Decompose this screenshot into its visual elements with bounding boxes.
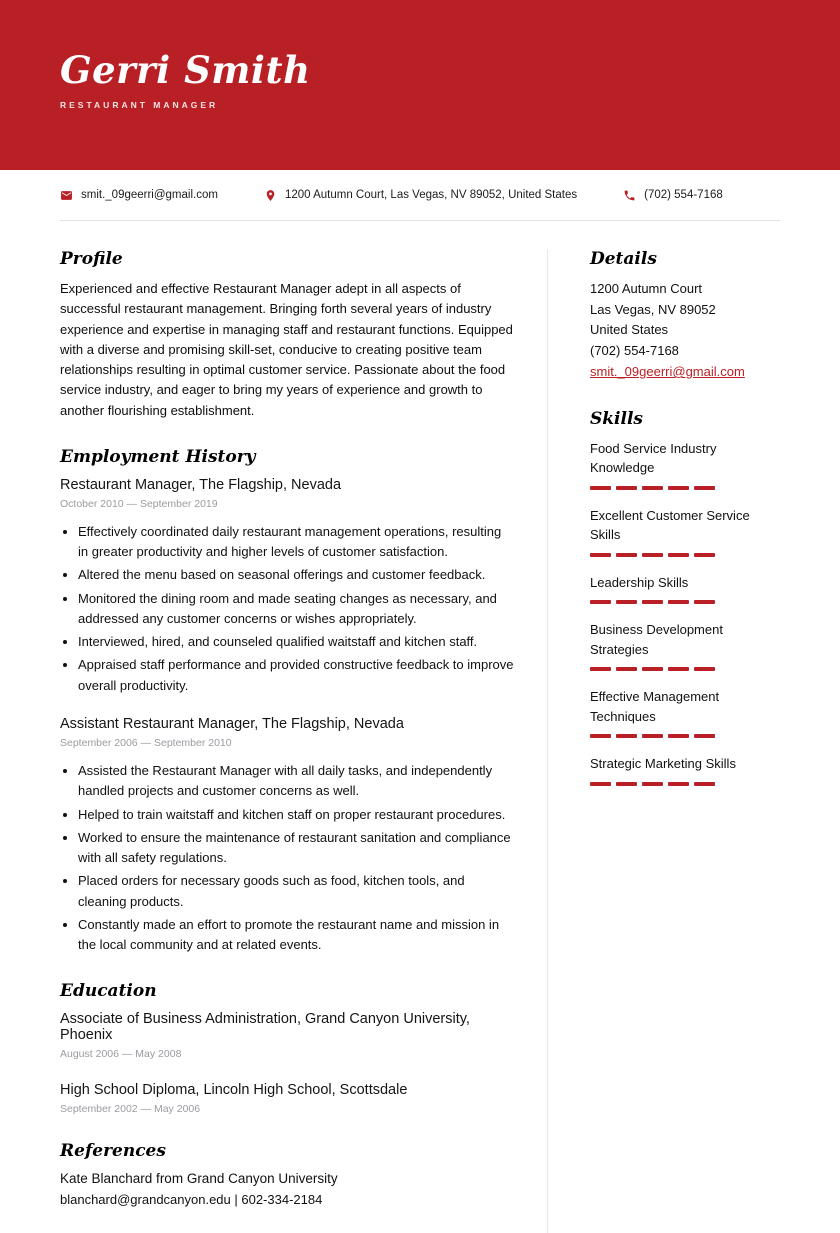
skill-level-bar: [590, 734, 780, 738]
content: [0, 221, 840, 1233]
skill-level-dash: [616, 734, 637, 738]
skill-level-dash: [694, 600, 715, 604]
location-icon: [264, 189, 277, 202]
details-phone-line: (702) 554-7168: [590, 342, 679, 358]
contact-phone-text: (702) 554-7168: [644, 189, 723, 201]
skill-level-dash: [668, 600, 689, 604]
skill-level-dash: [642, 553, 663, 557]
bullet-item: • Altered the menu based on seasonal offerings and customer feedback.: [78, 565, 514, 585]
contact-phone: [623, 189, 723, 202]
details-heading: Details: [590, 249, 657, 269]
skill-label: Excellent Customer Service Skills: [590, 507, 750, 543]
details-country-line: United States: [590, 322, 669, 338]
bullet-item: • Appraised staff performance and provided constructive feedback to improve overall productivity.: [78, 655, 514, 696]
bullet-item: • Helped to train waitstaff and kitchen staff on proper restaurant procedures.: [78, 805, 514, 825]
education-entry: [60, 1082, 514, 1115]
main-column: [60, 249, 547, 1233]
skill-level-bar: [590, 600, 780, 604]
skill-level-dash: [616, 667, 637, 671]
skill-item: [590, 687, 780, 738]
candidate-name: Gerri Smith: [60, 48, 311, 92]
education-entry-title: High School Diploma, Lincoln High School, Scottsdale: [60, 1082, 408, 1099]
skill-level-bar: [590, 486, 780, 490]
bullet-item: • Monitored the dining room and made seating changes as necessary, and addressed any customer concerns or wishes appropriately.: [78, 589, 514, 630]
job-entry: [60, 716, 514, 955]
skill-item: [590, 439, 780, 490]
skill-level-dash: [616, 486, 637, 490]
phone-icon: [623, 189, 636, 202]
skill-level-bar: [590, 553, 780, 557]
job-entry-dates: October 2010 — September 2019: [60, 497, 218, 510]
skill-level-dash: [668, 486, 689, 490]
skill-level-dash: [590, 553, 611, 557]
profile-heading: Profile: [60, 249, 123, 269]
email-icon: [60, 189, 73, 202]
profile-section: [60, 249, 514, 421]
job-entry-title: Restaurant Manager, The Flagship, Nevada: [60, 476, 342, 493]
skill-level-dash: [694, 667, 715, 671]
contact-address-text: 1200 Autumn Court, Las Vegas, NV 89052, United States: [284, 189, 578, 201]
skill-level-dash: [642, 667, 663, 671]
sidebar: [547, 249, 780, 1233]
contact-email: [60, 189, 218, 202]
education-entry: [60, 1011, 514, 1060]
skill-level-dash: [668, 782, 689, 786]
skill-level-dash: [590, 486, 611, 490]
skill-label: Business Development Strategies: [590, 622, 723, 657]
skill-level-dash: [694, 734, 715, 738]
references-heading: References: [60, 1141, 166, 1162]
header: [0, 0, 840, 170]
skill-label: Leadership Skills: [590, 574, 689, 590]
bullet-item: • Interviewed, hired, and counseled qualified waitstaff and kitchen staff.: [78, 632, 514, 652]
skill-label: Food Service Industry Knowledge: [590, 440, 717, 476]
details-email-link[interactable]: smit._09geerri@gmail.com: [590, 364, 745, 380]
job-bullet-list: [60, 522, 514, 696]
skill-level-dash: [616, 553, 637, 557]
skill-level-bar: [590, 667, 780, 671]
skill-level-dash: [590, 734, 611, 738]
skills-section: [590, 409, 780, 786]
skill-level-dash: [668, 734, 689, 738]
education-heading: Education: [60, 981, 157, 1002]
skill-level-dash: [642, 600, 663, 604]
skill-level-dash: [590, 667, 611, 671]
employment-section: [60, 447, 514, 956]
job-bullet-list: [60, 761, 514, 955]
education-entry-dates: September 2002 — May 2006: [60, 1103, 201, 1116]
candidate-title: RESTAURANT MANAGER: [60, 99, 219, 110]
skill-level-dash: [694, 553, 715, 557]
reference-name: Kate Blanchard from Grand Canyon University: [60, 1171, 338, 1187]
details-city-line: Las Vegas, NV 89052: [590, 301, 716, 317]
references-section: [60, 1141, 514, 1207]
skill-item: [590, 754, 780, 786]
employment-heading: Employment History: [60, 446, 256, 467]
skills-heading: Skills: [590, 408, 644, 429]
education-entry-dates: August 2006 — May 2008: [60, 1048, 182, 1061]
education-entry-title: Associate of Business Administration, Grand Canyon University, Phoenix: [60, 1011, 470, 1044]
contact-address: [264, 189, 577, 202]
bullet-item: • Placed orders for necessary goods such as food, kitchen tools, and cleaning products.: [78, 871, 514, 912]
job-entry-dates: September 2006 — September 2010: [60, 736, 232, 749]
bullet-item: • Assisted the Restaurant Manager with all daily tasks, and independently handled projects and customer concerns as well.: [78, 761, 514, 802]
education-section: [60, 981, 514, 1115]
bullet-item: • Effectively coordinated daily restaurant management operations, resulting in greater productivity and higher levels of customer satisfaction.: [78, 522, 514, 563]
skill-label: Strategic Marketing Skills: [590, 756, 736, 772]
job-entry-title: Assistant Restaurant Manager, The Flagship, Nevada: [60, 715, 404, 732]
skill-level-dash: [642, 734, 663, 738]
skill-level-dash: [642, 486, 663, 490]
skill-level-dash: [642, 782, 663, 786]
skill-level-dash: [590, 782, 611, 786]
bullet-item: • Worked to ensure the maintenance of restaurant sanitation and compliance with all safety regulations.: [78, 828, 514, 869]
skill-level-dash: [668, 553, 689, 557]
skill-level-bar: [590, 782, 780, 786]
skill-level-dash: [694, 782, 715, 786]
job-entry: [60, 477, 514, 696]
skill-level-dash: [616, 600, 637, 604]
details-address-line: 1200 Autumn Court: [590, 281, 703, 296]
skill-level-dash: [590, 600, 611, 604]
contact-bar: [0, 170, 840, 220]
skill-label: Effective Management Techniques: [590, 689, 720, 724]
skill-level-dash: [616, 782, 637, 786]
details-section: [590, 249, 780, 383]
bullet-item: • Constantly made an effort to promote the restaurant name and mission in the local community and at related events.: [78, 915, 514, 956]
reference-contact: blanchard@grandcanyon.edu | 602-334-2184: [60, 1192, 323, 1208]
contact-email-text: smit._09geerri@gmail.com: [81, 189, 218, 201]
skill-item: [590, 620, 780, 671]
skill-level-dash: [668, 667, 689, 671]
skill-item: [590, 506, 780, 557]
profile-text: Experienced and effective Restaurant Manager adept in all aspects of successful restaurant management. Bringing forth several years of industry experience and expertise in managing staff and restaurant functions. Equipped with a diverse and promising skill-set, conducive to creating positive team relationships resulting in optimal customer service. Passionate about the food service industry, and eager to bring my years of experience and growth to another flourishing establishment.: [60, 281, 513, 418]
skill-item: [590, 573, 780, 605]
skill-level-dash: [694, 486, 715, 490]
